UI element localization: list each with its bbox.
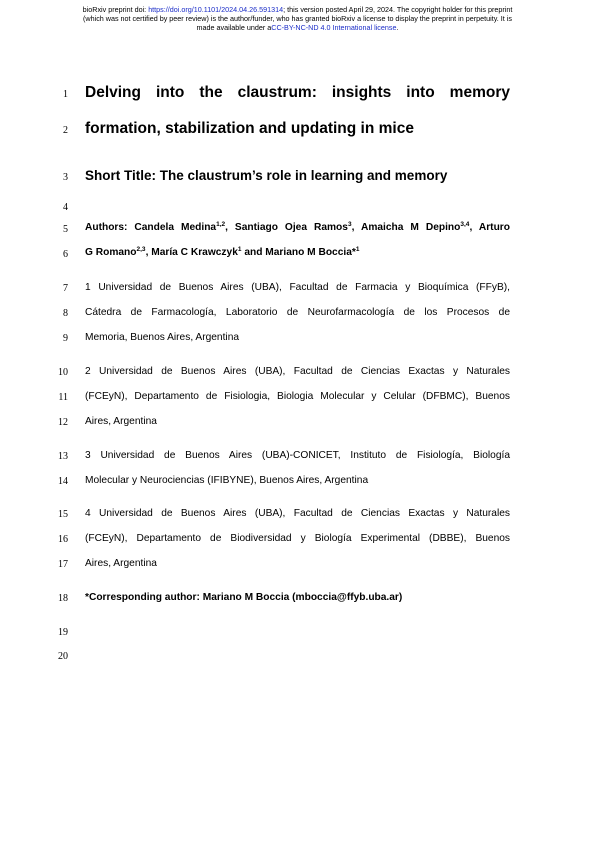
authors-line-2: G Romano$^{2,3}$, María C Krawczyk$^1$ and Mariano M Boccia*$^1$ [85,246,360,258]
paper-title-line-2: formation, stabilization and updating in mice [85,120,414,137]
line-number: 4 [63,202,68,213]
line-number: 3 [63,172,68,183]
line-number: 2 [63,125,68,136]
affiliation-1-line: Cátedra de Farmacología, Laboratorio de Neurofarmacología de los Procesos de [85,307,510,318]
doi-link[interactable]: https://doi.org/10.1101/2024.04.26.591314 [148,5,284,14]
line-number: 10 [58,367,68,378]
line-number: 1 [63,89,68,100]
affiliation-3-line: 3 Universidad de Buenos Aires (UBA)-CONICET, Instituto de Fisiología, Biología [85,450,510,461]
affiliation-2-line: 2 Universidad de Buenos Aires (UBA), Facultad de Ciencias Exactas y Naturales [85,366,510,377]
affiliation-4-line: Aires, Argentina [85,558,157,569]
line-number: 19 [58,627,68,638]
line-number: 11 [58,392,68,403]
header-line-2: (which was not certified by peer review) is the author/funder, who has granted bioRxiv a license to display the preprint in perpetuity. It is [83,14,512,24]
paper-title-line-1: Delving into the claustrum: insights into memory [85,84,510,101]
authors-line-1: Authors: Candela Medina$^{1,2}$, Santiago Ojea Ramos$^3$, Amaicha M Depino$^{3,4}$, Arturo [85,221,510,233]
line-number: 15 [58,509,68,520]
line-number: 17 [58,559,68,570]
line-number: 14 [58,476,68,487]
line-number: 13 [58,451,68,462]
line-number: 9 [63,333,68,344]
line-number: 12 [58,417,68,428]
line-number: 18 [58,593,68,604]
line-number: 8 [63,308,68,319]
affiliation-2-line: (FCEyN), Departamento de Fisiologia, Biologia Molecular y Celular (DFBMC), Buenos [85,391,510,402]
affiliation-1-line: Memoria, Buenos Aires, Argentina [85,332,240,343]
line-number: 6 [63,249,68,260]
line-number: 20 [58,651,68,662]
affiliation-2-line: Aires, Argentina [85,416,157,427]
license-link[interactable]: CC-BY-NC-ND 4.0 International license [271,23,397,33]
line-number: 5 [63,224,68,235]
short-title: Short Title: The claustrum’s role in learning and memory [85,168,448,183]
preprint-header [30,5,565,33]
header-line-3: made available under aCC-BY-NC-ND 4.0 International license. [196,23,399,33]
affiliation-1-line: 1 Universidad de Buenos Aires (UBA), Facultad de Farmacia y Bioquímica (FFyB), [85,282,510,293]
line-number: 16 [58,534,68,545]
line-number: 7 [63,283,68,294]
affiliation-4-line: 4 Universidad de Buenos Aires (UBA), Facultad de Ciencias Exactas y Naturales [85,508,510,519]
affiliation-3-line: Molecular y Neurociencias (IFIBYNE), Buenos Aires, Argentina [85,475,369,486]
affiliation-4-line: (FCEyN), Departamento de Biodiversidad y Biología Experimental (DBBE), Buenos [85,533,510,544]
header-line-1: bioRxiv preprint doi: https://doi.org/10.1101/2024.04.26.591314; this version posted April 29, 2024. The copyright holder for this preprint [82,5,513,14]
corresponding-author: *Corresponding author: Mariano M Boccia (mboccia@ffyb.uba.ar) [85,592,403,603]
